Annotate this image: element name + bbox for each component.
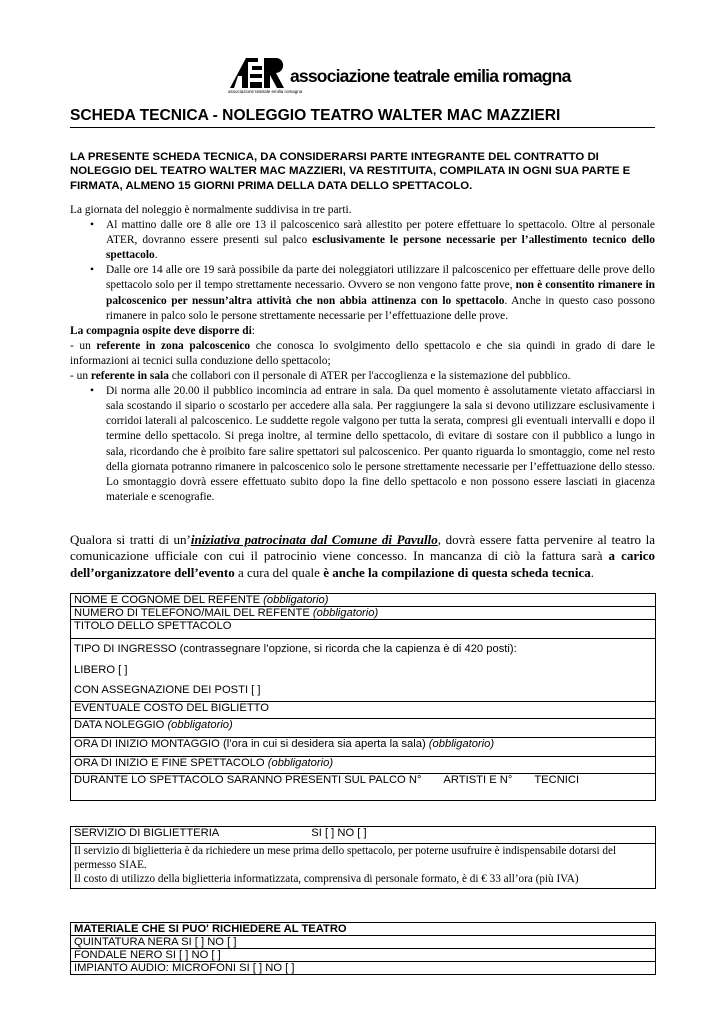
ater-logo-icon: [228, 56, 290, 90]
list-item: • Di norma alle 20.00 il pubblico incomincia ad entrare in sala. Da quel momento è assolutamente vietato affacciarsi in sala scostando il sipario o scostarlo per accedere alla sala. Per raggiungere la sala si devono utilizzare esclusivamente i corridoi laterali al palcoscenico. Le suddette regole valgono per tutta la serata, compresi gli eventuali intervalli e dopo il termine dello spettacolo. Si prega inoltre, al termine dello spettacolo, di evitare di sostare con il pubblico a lungo in sala, ricordando che è proibito fare salire spettatori sul palcoscenico. Per quanto riguarda lo smontaggio, come nel resto della giornata potranno rimanere in palcoscenico solo le persone strettamente necessarie per l’effettuazione dello stesso. Lo smontaggio dovrà essere effettuato subito dopo la fine dello spettacolo e non possono essere lasciati in giacenza materiale e scenografie.: [106, 384, 655, 505]
setup-time-field[interactable]: ORA DI INIZIO MONTAGGIO (l’ora in cui si desidera sia aperta la sala) (obbligatorio): [71, 737, 656, 756]
ticketing-checkboxes[interactable]: SI [ ] NO [ ]: [311, 827, 367, 839]
list-item: • Al mattino dalle ore 8 alle ore 13 il palcoscenico sarà allestito per potere effettuare lo spettacolo. Oltre al personale ATER, dovranno essere presenti sul palco esclusivamente le persone necessarie per l’allestimento tecnico dello spettacolo.: [106, 218, 655, 263]
rental-date-field[interactable]: DATA NOLEGGIO (obbligatorio): [71, 718, 656, 737]
ticketing-option-row[interactable]: [71, 827, 656, 844]
referent-name-field[interactable]: NOME E COGNOME DEL REFENTE (obbligatorio): [71, 594, 656, 607]
logo-text: associazione teatrale emilia romagna: [290, 66, 571, 86]
assigned-seats-checkbox[interactable]: CON ASSEGNAZIONE DEI POSTI [ ]: [74, 684, 261, 696]
materials-table: [70, 922, 656, 975]
materials-header: MATERIALE CHE SI PUO' RICHIEDERE AL TEATRO: [71, 923, 656, 936]
show-title-field[interactable]: TITOLO DELLO SPETTACOLO: [71, 620, 656, 639]
logo-subtext: associazione teatrale emilia romagna: [228, 89, 303, 94]
admission-type-field[interactable]: TIPO DI INGRESSO (contrassegnare l’opzione, si ricorda che la capienza è di 420 posti): LIBERO [ ] CON ASSEGNAZIONE DEI POSTI [ ]: [71, 639, 656, 702]
material-audio-mics[interactable]: IMPIANTO AUDIO: MICROFONI SI [ ] NO [ ]: [71, 962, 656, 975]
intro-notice: LA PRESENTE SCHEDA TECNICA, DA CONSIDERARSI PARTE INTEGRANTE DEL CONTRATTO DI NOLEGGIO DEL TEATRO WALTER MAC MAZZIERI, VA RESTITUITA, COMPILATA IN OGNI SUA PARTE E FIRMATA, ALMENO 15 GIORNI PRIMA DELLA DATA DELLO SPETTACOLO.: [70, 151, 631, 192]
material-black-wings[interactable]: QUINTATURA NERA SI [ ] NO [ ]: [71, 936, 656, 949]
patronage-paragraph: Qualora si tratti di un’iniziativa patrocinata dal Comune di Pavullo, dovrà essere fatta pervenire al teatro la comunicazione ufficiale con cui il patrocinio viene concesso. In mancanza di ciò la fattura sarà a carico dell’organizzatore dell’evento a cura del quale è anche la compilazione di questa scheda tecnica.: [70, 532, 656, 580]
technical-form-table: [70, 593, 656, 801]
material-black-backdrop[interactable]: FONDALE NERO SI [ ] NO [ ]: [71, 949, 656, 962]
ticketing-label: SERVIZIO DI BIGLIETTERIA: [74, 827, 220, 839]
list-item: • Dalle ore 14 alle ore 19 sarà possibile da parte dei noleggiatori utilizzare il palcoscenico per effettuare delle prove dello spettacolo solo per il tempo strettamente necessario. Ovvero se non vengono fatte prove, non è consentito rimanere in palcoscenico per nessun’altra attività che non abbia attinenza con lo spettacolo. Anche in questo caso possono rimanere in palco solo le persone strettamente necessarie per l’effettuazione delle prove.: [106, 263, 655, 323]
stage-people-field[interactable]: DURANTE LO SPETTACOLO SARANNO PRESENTI SUL PALCO N° ARTISTI E N° TECNICI: [71, 773, 656, 800]
ater-logo: [228, 56, 571, 100]
ticketing-table: [70, 826, 656, 889]
rules-list-1: [70, 218, 655, 324]
hall-referent: - un referente in sala che collabori con il personale di ATER per l'accoglienza e la sistemazione del pubblico.: [70, 370, 571, 383]
show-time-field[interactable]: ORA DI INIZIO E FINE SPETTACOLO (obbligatorio): [71, 756, 656, 773]
ticketing-note: Il servizio di biglietteria è da richiedere un mese prima dello spettacolo, per poterne usufruire è indispensabile dotarsi del permesso SIAE. Il costo di utilizzo della biglietteria informatizzata, comprensiva di personale formato, è di € 33 all’ora (più IVA): [71, 844, 656, 889]
free-admission-checkbox[interactable]: LIBERO [ ]: [74, 663, 128, 676]
page-title: SCHEDA TECNICA - NOLEGGIO TEATRO WALTER MAC MAZZIERI: [70, 107, 655, 128]
ticket-cost-field[interactable]: EVENTUALE COSTO DEL BIGLIETTO: [71, 701, 656, 718]
stage-referent: - un referente in zona palcoscenico che conosca lo svolgimento dello spettacolo e che sia quindi in grado di dare le informazioni ai tecnici sulla conduzione dello spettacolo;: [70, 339, 655, 367]
company-requirements: La compagnia ospite deve disporre di:: [70, 324, 255, 337]
body-paragraph: La giornata del noleggio è normalmente suddivisa in tre parti.: [70, 204, 352, 216]
rules-body: [70, 203, 655, 505]
rules-list-2: [70, 384, 655, 505]
referent-contact-field[interactable]: NUMERO DI TELEFONO/MAIL DEL REFENTE (obbligatorio): [71, 607, 656, 620]
